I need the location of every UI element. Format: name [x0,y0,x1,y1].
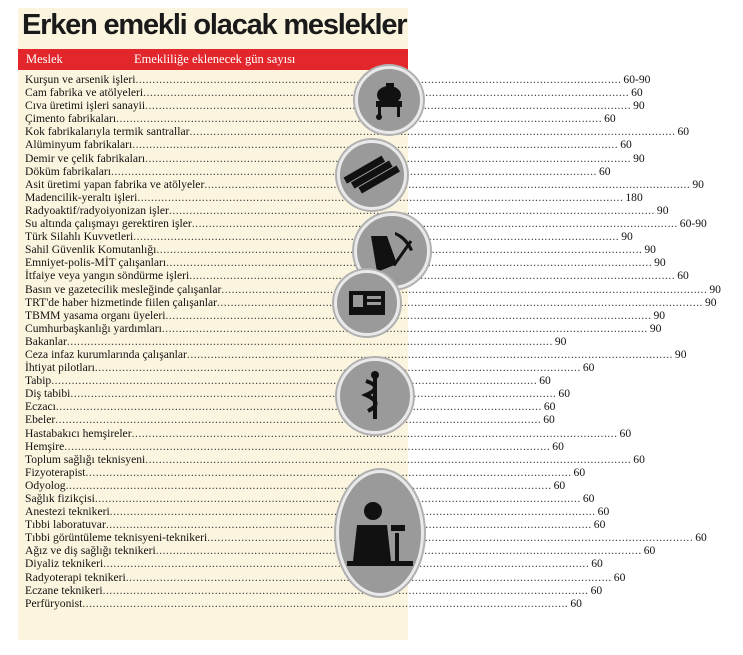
press-card-icon [334,270,400,336]
occupation-name: Basın ve gazetecilik mesleğinde çalışanlar [25,282,222,296]
occupation-name: İtfaiye veya yangın söndürme işleri [25,269,190,283]
leader-dots [55,413,541,426]
days-value: 90 [633,151,645,165]
days-value: 60 [604,112,616,126]
days-value: 60 [631,86,643,100]
list-item [25,478,566,492]
list-item [25,557,603,571]
days-value: 60 [695,531,707,545]
occupation-name: Ebeler [25,413,56,427]
occupation-name: Anestezi teknikeri [25,505,110,519]
occupation-name: Döküm fabrikaları [25,164,111,178]
occupation-name: Diş tabibi [25,387,71,401]
page-title: Erken emekli olacak meslekler [22,9,407,41]
list-item [25,86,643,100]
list-item [25,596,582,610]
occupation-name: Tıbbi laboratuvar [25,518,106,532]
list-item [25,426,632,440]
list-item [25,203,669,217]
days-value: 60 [582,361,595,375]
occupation-name: Toplum sağlığı teknisyeni [25,452,146,466]
header-days: Emekliliğe eklenecek gün sayısı [134,52,296,66]
caduceus-icon [337,358,413,434]
occupation-name: Ceza infaz kurumlarında çalışanlar [25,347,187,361]
list-item [25,439,564,453]
occupation-name: Kurşun ve arsenik işleri [25,73,136,86]
occupation-name: Kok fabrikalarıyla termik santrallar [25,125,190,139]
list-item [25,492,595,505]
occupation-name: Fizyoterapist [25,465,86,479]
list-item [25,295,717,309]
days-value: 90 [644,243,656,257]
days-value: 60-90 [623,73,651,86]
list-item [25,544,656,558]
days-value: 60 [597,505,610,519]
days-value: 90 [621,230,633,244]
leader-dots [66,479,552,492]
occupation-name: Cıva üretimi işleri sanayii [25,99,146,113]
table-header [18,49,408,70]
occupation-name: Madencilik-yeraltı işleri [25,190,138,204]
days-value: 60 [598,164,611,178]
list-item [25,505,610,519]
list-item [25,99,645,113]
list-item [25,374,551,388]
leader-dots [51,374,537,387]
occupation-name: Eczane teknikeri [25,583,103,597]
list-item [25,583,603,597]
days-value: 60 [620,138,632,152]
occupation-name: Alüminyum fabrikaları [25,138,133,152]
days-value: 60 [552,439,564,453]
lab-scientist-icon [336,470,424,596]
days-value: 60 [543,400,556,414]
occupation-name: Cumhurbaşkanlığı yardımları [25,321,162,335]
occupation-name: Tabip [25,374,52,388]
days-value: 90 [654,256,666,270]
occupation-name: Odyolog [25,478,66,492]
leader-dots [145,453,631,466]
list-item [25,570,626,584]
list-item [25,138,632,152]
days-value: 180 [625,190,643,204]
list-item [25,282,721,296]
list-item [25,73,651,86]
days-value: 90 [649,321,662,335]
occupation-name: TBMM yasama organı üyeleri [25,308,166,322]
leader-dots [204,178,690,191]
leader-dots [189,269,675,282]
occupation-name: Cam fabrika ve atölyeleri [25,86,144,100]
occupation-name: Türk Silahlı Kuvvetleri [25,230,134,244]
leader-dots [207,531,693,544]
occupation-name: İhtiyat pilotları [25,361,95,375]
steel-pipes-icon [337,140,407,210]
occupation-name: Hemşire [25,439,65,453]
days-value: 60 [582,492,595,505]
leader-dots [95,492,581,505]
leader-dots [192,217,678,230]
occupation-name: TRT'de haber hizmetinde fiilen çalışanlar [25,295,217,309]
infographic-panel [18,8,721,640]
list-item [25,531,707,545]
list-item [25,400,556,414]
occupation-name: Sahil Güvenlik Komutanlığı [25,243,157,257]
list-item [25,230,633,244]
list-item [25,465,586,479]
leader-dots [217,296,703,309]
leader-dots [67,335,553,348]
days-value: 60 [593,518,606,532]
leader-dots [162,322,648,335]
days-value: 60 [677,125,690,139]
leader-dots [190,125,676,138]
list-item [25,452,645,466]
days-value: 90 [674,347,687,361]
days-value: 60 [619,426,632,440]
days-value: 60 [573,465,586,479]
days-value: 90 [554,334,567,348]
occupation-name: Su altında çalışmayı gerektiren işler [25,217,192,231]
occupation-name: Bakanlar [25,334,67,348]
leader-dots [86,466,572,479]
occupation-name: Perfüryonist [25,596,83,610]
list-item [25,125,690,139]
list-item [25,334,567,348]
days-value: 60 [613,570,626,584]
list-item [25,190,643,204]
occupation-list [25,73,721,610]
occupation-name: Radyoterapi teknikeri [25,570,126,584]
days-value: 90 [704,295,717,309]
days-value: 90 [633,99,645,113]
days-value: 60 [590,583,603,597]
list-item [25,321,662,335]
days-value: 60 [570,596,582,610]
days-value: 90 [653,308,666,322]
days-value: 90 [692,177,704,191]
days-value: 60 [677,269,689,283]
occupation-name: Hastabakıcı hemşireler [25,426,132,440]
occupation-name: Diyaliz teknikeri [25,557,104,571]
days-value: 60 [643,544,656,558]
leader-dots [70,387,556,400]
days-value: 60 [539,374,551,388]
days-value: 60-90 [679,217,707,231]
list-item [25,164,611,178]
days-value: 90 [709,282,721,296]
leader-dots [221,283,707,296]
list-item [25,518,606,532]
list-item [25,308,666,322]
leader-dots [187,348,673,361]
cement-mixer-icon [355,66,423,134]
list-item [25,347,687,361]
list-item [25,151,645,165]
days-value: 60 [543,413,555,427]
occupation-name: Ağız ve diş sağlığı teknikeri [25,544,156,558]
header-occupation: Meslek [26,52,63,66]
days-value: 60 [591,557,603,571]
occupation-name: Asit üretimi yapan fabrika ve atölyeler [25,177,205,191]
leader-dots [95,361,581,374]
days-value: 60 [633,452,645,466]
list-item [25,177,704,191]
list-item [25,112,616,126]
occupation-name: Sağlık fizikçisi [25,492,95,505]
occupation-name: Çimento fabrikaları [25,112,117,126]
list-item [25,256,666,270]
leader-dots [82,597,568,610]
leader-dots [56,400,542,413]
list-item [25,387,570,401]
leader-dots [166,309,652,322]
days-value: 60 [553,478,566,492]
list-item [25,361,595,375]
list-item [25,243,656,257]
occupation-name: Radyoaktif/radyoiyonizan işler [25,203,169,217]
leader-dots [64,440,550,453]
days-value: 60 [558,387,570,401]
occupation-name: Tıbbi görüntüleme teknisyeni-teknikeri [25,531,208,545]
occupation-name: Demir ve çelik fabrikaları [25,151,146,165]
list-item [25,413,555,427]
occupation-name: Emniyet-polis-MİT çalışanları [25,256,167,270]
list-item [25,269,689,283]
days-value: 90 [656,203,669,217]
list-item [25,217,707,231]
occupation-name: Eczacı [25,400,56,414]
